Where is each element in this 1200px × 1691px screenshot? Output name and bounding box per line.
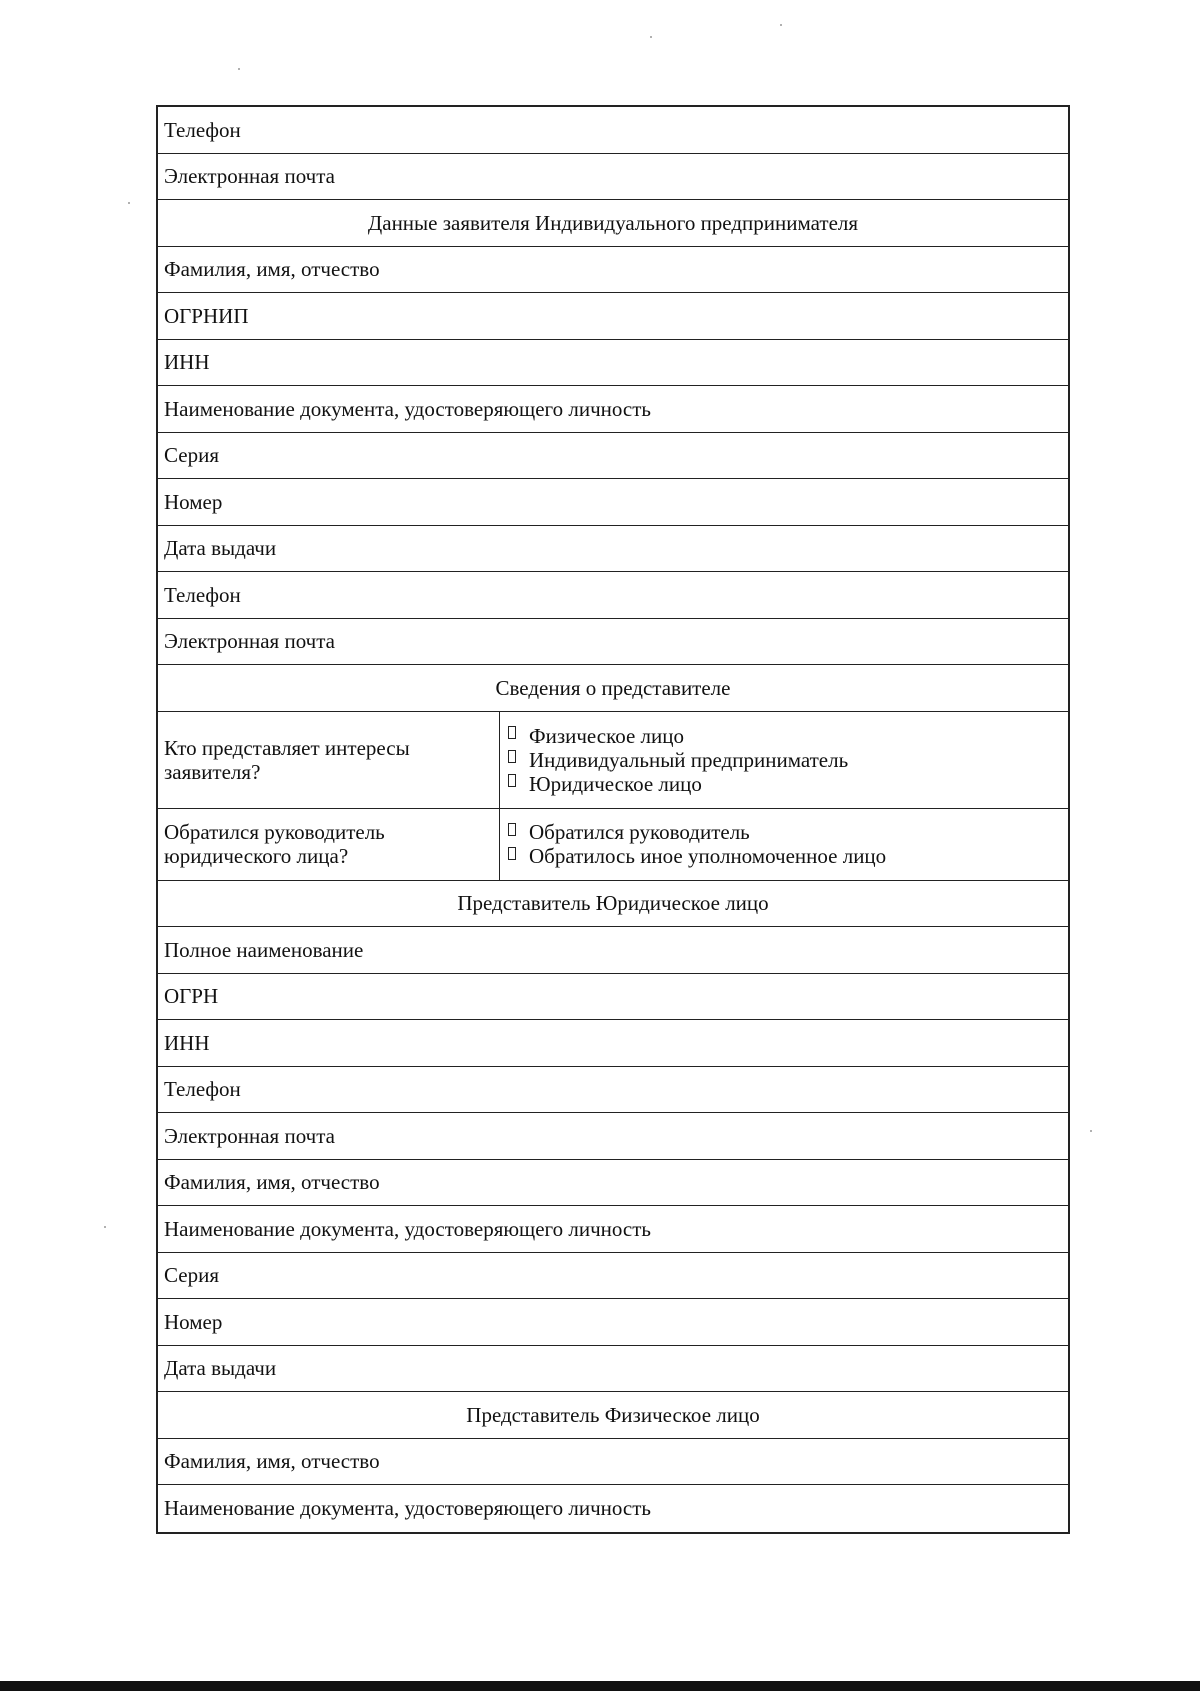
scan-speck bbox=[128, 202, 130, 204]
checkbox-option-label: Индивидуальный предприниматель bbox=[529, 747, 849, 772]
checkbox-option-label: Физическое лицо bbox=[529, 723, 685, 748]
section-title: Представитель Физическое лицо bbox=[466, 1402, 760, 1427]
field-row bbox=[158, 1160, 1068, 1207]
section-title: Сведения о представителе bbox=[495, 675, 731, 700]
field-row bbox=[158, 386, 1068, 433]
checkbox-icon[interactable] bbox=[508, 750, 516, 763]
field-label: Наименование документа, удостоверяющего личность bbox=[164, 1496, 652, 1521]
field-row bbox=[158, 572, 1068, 619]
field-label: Электронная почта bbox=[164, 1123, 335, 1148]
options-cell bbox=[500, 809, 1068, 880]
field-row bbox=[158, 1346, 1068, 1393]
field-label: Фамилия, имя, отчество bbox=[164, 257, 380, 282]
field-row bbox=[158, 1020, 1068, 1067]
scan-speck bbox=[104, 1226, 106, 1228]
field-row bbox=[158, 247, 1068, 294]
field-label: Серия bbox=[164, 443, 219, 468]
field-label: ОГРН bbox=[164, 984, 219, 1009]
field-row bbox=[158, 154, 1068, 201]
choice-row bbox=[158, 809, 1068, 881]
section-header-row bbox=[158, 881, 1068, 928]
field-row bbox=[158, 1253, 1068, 1300]
scan-speck bbox=[238, 68, 240, 70]
field-label: Полное наименование bbox=[164, 937, 364, 962]
checkbox-icon[interactable] bbox=[508, 847, 516, 860]
checkbox-option[interactable] bbox=[508, 820, 1062, 844]
section-header-row bbox=[158, 1392, 1068, 1439]
checkbox-option-label: Юридическое лицо bbox=[529, 771, 702, 796]
section-header-row bbox=[158, 200, 1068, 247]
application-form-table bbox=[156, 105, 1070, 1534]
field-label: Электронная почта bbox=[164, 164, 335, 189]
question-text: Обратился руководитель юридического лица? bbox=[164, 820, 385, 868]
field-label: Фамилия, имя, отчество bbox=[164, 1449, 380, 1474]
question-text: Кто представляет интересы заявителя? bbox=[164, 735, 410, 784]
field-label: Телефон bbox=[164, 1077, 241, 1102]
page-bottom-border bbox=[0, 1681, 1200, 1691]
field-row bbox=[158, 293, 1068, 340]
field-row bbox=[158, 1439, 1068, 1486]
question-label bbox=[158, 712, 500, 808]
field-label: Телефон bbox=[164, 117, 241, 142]
field-label: ИНН bbox=[164, 1030, 210, 1055]
choice-row bbox=[158, 712, 1068, 809]
section-header-row bbox=[158, 665, 1068, 712]
field-row bbox=[158, 1206, 1068, 1253]
section-title: Представитель Юридическое лицо bbox=[457, 891, 769, 916]
field-row bbox=[158, 433, 1068, 480]
section-title: Данные заявителя Индивидуального предпринимателя bbox=[367, 210, 859, 235]
field-row bbox=[158, 1485, 1068, 1532]
field-label: Номер bbox=[164, 489, 223, 514]
field-label: Дата выдачи bbox=[164, 536, 277, 561]
field-row bbox=[158, 479, 1068, 526]
options-cell bbox=[500, 712, 1068, 808]
checkbox-option[interactable] bbox=[508, 844, 1062, 868]
field-label: ИНН bbox=[164, 350, 210, 375]
checkbox-option[interactable] bbox=[508, 772, 1062, 796]
field-row bbox=[158, 927, 1068, 974]
checkbox-icon[interactable] bbox=[508, 823, 516, 836]
checkbox-option[interactable] bbox=[508, 724, 1062, 748]
scan-speck bbox=[1090, 1130, 1092, 1132]
field-label: Телефон bbox=[164, 582, 241, 607]
question-label bbox=[158, 809, 500, 880]
checkbox-option-label: Обратилось иное уполномоченное лицо bbox=[529, 844, 887, 868]
field-row bbox=[158, 526, 1068, 573]
checkbox-option[interactable] bbox=[508, 748, 1062, 772]
field-label: ОГРНИП bbox=[164, 303, 249, 328]
field-row bbox=[158, 107, 1068, 154]
field-label: Фамилия, имя, отчество bbox=[164, 1170, 380, 1195]
checkbox-icon[interactable] bbox=[508, 726, 516, 739]
field-row bbox=[158, 340, 1068, 387]
field-label: Номер bbox=[164, 1309, 223, 1334]
field-row bbox=[158, 974, 1068, 1021]
field-label: Серия bbox=[164, 1263, 219, 1288]
field-row bbox=[158, 1113, 1068, 1160]
field-label: Наименование документа, удостоверяющего личность bbox=[164, 1216, 652, 1241]
field-row bbox=[158, 619, 1068, 666]
scan-speck bbox=[650, 36, 652, 38]
field-label: Дата выдачи bbox=[164, 1356, 277, 1381]
field-label: Наименование документа, удостоверяющего личность bbox=[164, 396, 652, 421]
field-label: Электронная почта bbox=[164, 629, 335, 654]
checkbox-option-label: Обратился руководитель bbox=[529, 820, 750, 844]
field-row bbox=[158, 1067, 1068, 1114]
scan-speck bbox=[780, 24, 782, 26]
checkbox-icon[interactable] bbox=[508, 774, 516, 787]
field-row bbox=[158, 1299, 1068, 1346]
